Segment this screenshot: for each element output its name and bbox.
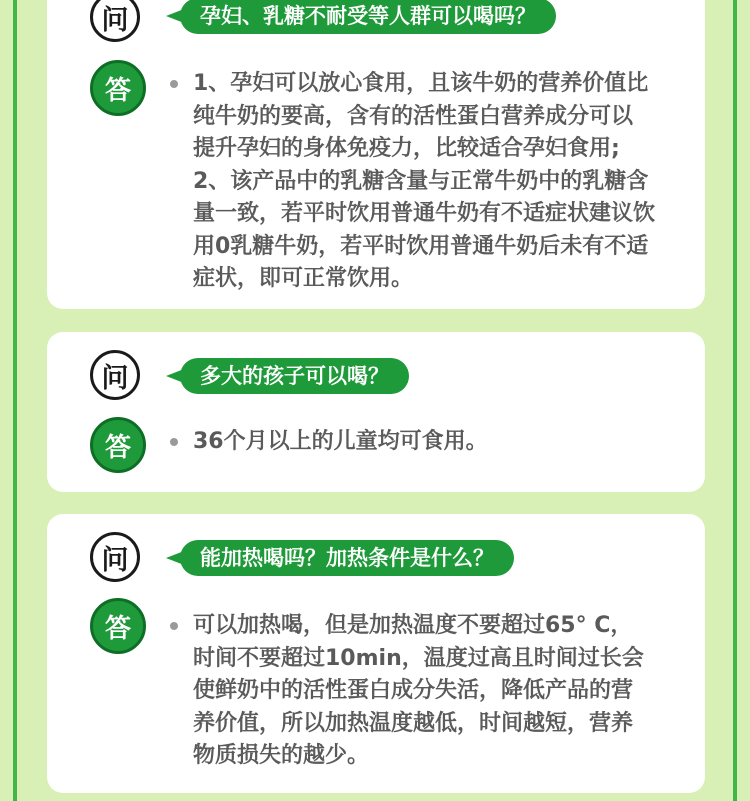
qa-card-2 [47, 332, 705, 492]
answer-icon: 答 [90, 60, 146, 116]
answer-3: 可以加热喝，但是加热温度不要超过65° C， 时间不要超过10min，温度过高且时间过长会 使鲜奶中的活性蛋白成分失活，降低产品的营 养价值，所以加热温度越低，时间越短，营养 物质损失的越少。 [193, 613, 644, 768]
answer-1: 1、孕妇可以放心食用，且该牛奶的营养价值比 纯牛奶的要高，含有的活性蛋白营养成分可以 提升孕妇的身体免疫力，比较适合孕妇食用; 2、该产品中的乳糖含量与正常牛奶中的乳糖含 量一致，若平时饮用普通牛奶有不适症状建议饮 用0乳糖牛奶，若平时饮用普通牛奶后未有不适 症状，即可正常饮用。 [193, 71, 656, 291]
answer-icon: 答 [90, 417, 146, 473]
answer-2: 36个月以上的儿童均可食用。 [193, 429, 488, 454]
bullet-dot [170, 622, 178, 630]
question-icon: 问 [90, 0, 140, 42]
question-2: 多大的孩子可以喝？ [180, 358, 409, 394]
question-icon: 问 [90, 350, 140, 400]
bullet-dot [170, 80, 178, 88]
question-1: 孕妇、乳糖不耐受等人群可以喝吗？ [180, 0, 556, 34]
answer-icon: 答 [90, 598, 146, 654]
question-3: 能加热喝吗？加热条件是什么？ [180, 540, 514, 576]
bullet-dot [170, 438, 178, 446]
question-icon: 问 [90, 532, 140, 582]
